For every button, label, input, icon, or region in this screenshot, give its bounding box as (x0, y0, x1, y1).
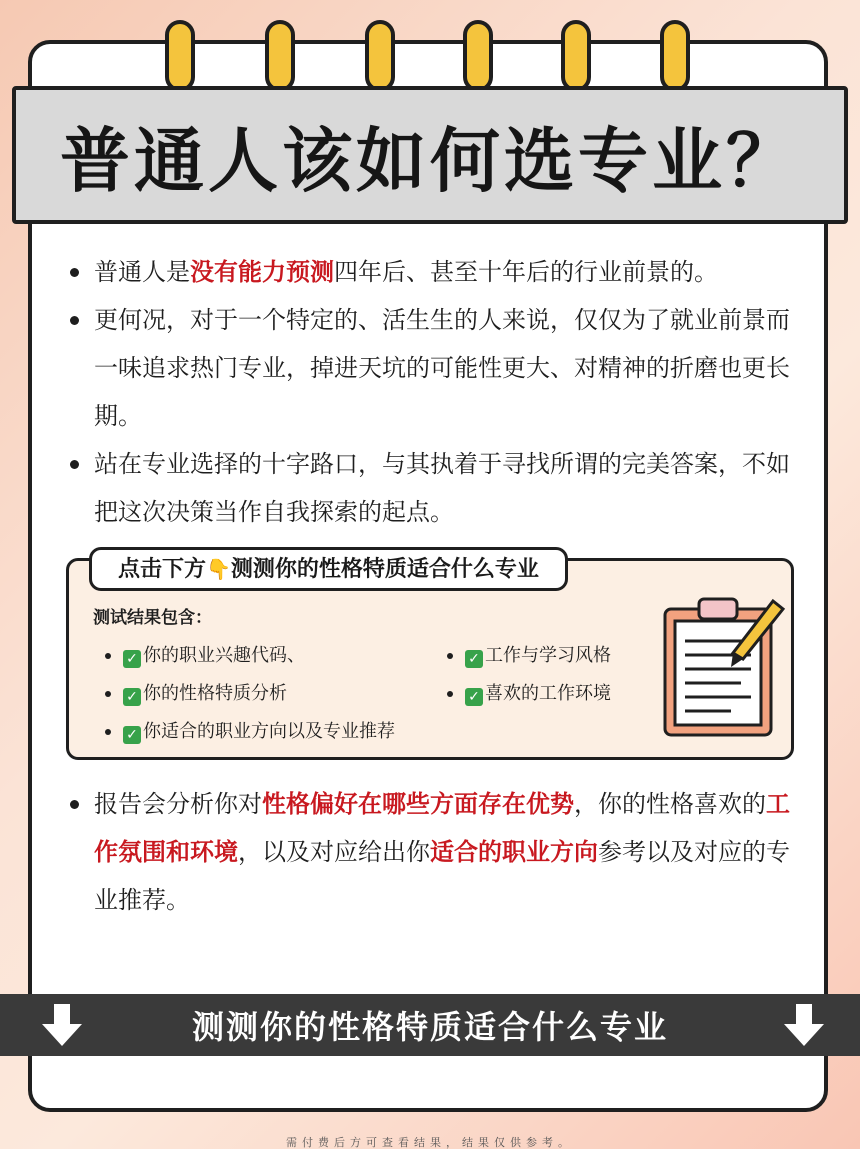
cta-label[interactable]: 测测你的性格特质适合什么专业 (191, 1008, 668, 1046)
test-tab-label[interactable]: 点击下方👇测测你的性格特质适合什么专业 (89, 547, 568, 591)
bullet-dot (105, 691, 111, 697)
result-item: ✓ 你的职业兴趣代码、 (105, 641, 305, 668)
binder-ring (660, 20, 690, 92)
clipboard-icon (661, 595, 787, 739)
binder-ring (561, 20, 591, 92)
bullet-dot (105, 653, 111, 659)
paragraph-2: 更何况，对于一个特定的、活生生的人来说，仅仅为了就业前景而一味追求热门专业，掉进天坑的可能性更大、对精神的折磨也更长期。 (66, 296, 796, 440)
binder-ring (265, 20, 295, 92)
check-icon: ✓ (123, 726, 141, 744)
page-title: 普通人该如何选专业？ (60, 119, 800, 202)
highlight-text: 适合的职业方向 (430, 838, 598, 866)
result-item: ✓ 你的性格特质分析 (105, 679, 287, 706)
bullet-dot (70, 800, 79, 809)
binder-ring (463, 20, 493, 92)
footer-disclaimer: 需付费后方可查看结果，结果仅供参考。 (286, 1136, 574, 1149)
intro-section (66, 248, 796, 536)
report-section (66, 780, 796, 924)
pointing-down-icon: 👇 (206, 557, 231, 581)
bullet-dot (70, 316, 79, 325)
arrow-down-icon (40, 1002, 84, 1048)
check-icon: ✓ (123, 688, 141, 706)
check-icon: ✓ (465, 688, 483, 706)
check-icon: ✓ (465, 650, 483, 668)
highlight-text: 工作氛围和环境 (94, 790, 790, 866)
highlight-text: 性格偏好在哪些方面存在优势 (262, 790, 574, 818)
report-paragraph: 报告会分析你对性格偏好在哪些方面存在优势，你的性格喜欢的工作氛围和环境，以及对应给出你适合的职业方向参考以及对应的专业推荐。 (66, 780, 796, 924)
bullet-dot (70, 460, 79, 469)
title-banner (12, 86, 848, 224)
cta-banner[interactable] (0, 994, 860, 1056)
paragraph-3: 站在专业选择的十字路口，与其执着于寻找所谓的完美答案，不如把这次决策当作自我探索的起点。 (66, 440, 796, 536)
highlight-text: 没有能力预测 (190, 258, 334, 286)
check-icon: ✓ (123, 650, 141, 668)
result-item: ✓ 工作与学习风格 (447, 641, 611, 668)
bullet-dot (447, 653, 453, 659)
bullet-dot (70, 268, 79, 277)
bullet-dot (447, 691, 453, 697)
result-item: ✓ 喜欢的工作环境 (447, 679, 611, 706)
result-item: ✓ 你适合的职业方向以及专业推荐 (105, 717, 395, 744)
arrow-down-icon (782, 1002, 826, 1048)
binder-ring (365, 20, 395, 92)
test-info-box[interactable] (66, 558, 794, 760)
bullet-dot (105, 729, 111, 735)
binder-ring (165, 20, 195, 92)
paragraph-1: 普通人是没有能力预测四年后、甚至十年后的行业前景的。 (66, 248, 796, 296)
box-subtitle: 测试结果包含： (93, 608, 212, 628)
